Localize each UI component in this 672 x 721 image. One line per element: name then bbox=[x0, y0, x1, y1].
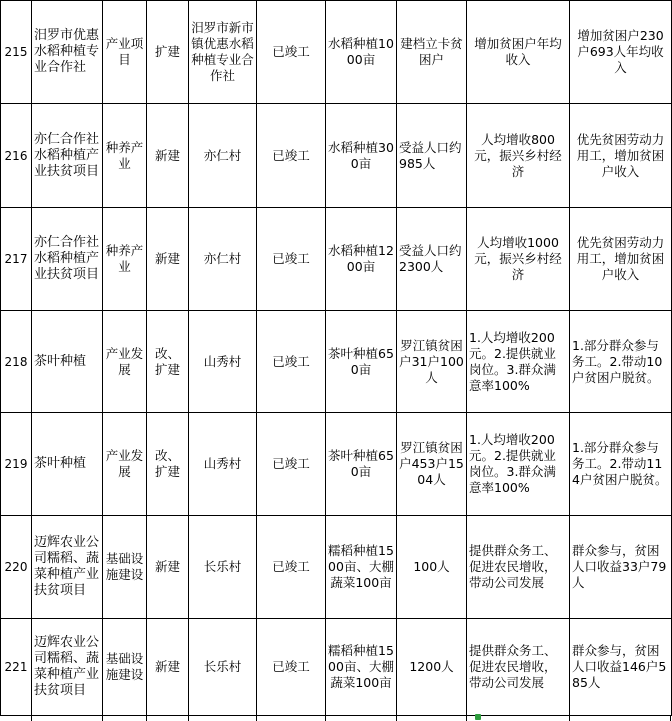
beneficiary-target: 罗江镇贫困户453户1504人 bbox=[397, 413, 467, 516]
construction-nature: 新建 bbox=[147, 516, 189, 619]
project-type: 产业项目 bbox=[103, 1, 147, 104]
project-status: 已竣工 bbox=[257, 619, 326, 716]
project-name: 亦仁合作社水稻种植产业扶贫项目 bbox=[32, 208, 103, 311]
benefit-mechanism: 群众参与，贫困人口收益33户79人 bbox=[570, 516, 672, 619]
benefit-mechanism: 群众参与，贫困人口收益146户585人 bbox=[570, 619, 672, 716]
project-location: 汨罗市新市镇优惠水稻种植专业合作社 bbox=[189, 1, 257, 104]
beneficiary-target: 受益人口约2300人 bbox=[397, 208, 467, 311]
table-row bbox=[1, 619, 672, 716]
construction-nature: 扩建 bbox=[147, 1, 189, 104]
cell-marker-icon bbox=[475, 714, 481, 720]
table-row bbox=[1, 1, 672, 104]
table-row bbox=[1, 413, 672, 516]
row-number: 216 bbox=[1, 104, 32, 208]
table-row bbox=[1, 311, 672, 413]
construction-nature: 改、扩建 bbox=[147, 311, 189, 413]
project-status: 已竣工 bbox=[257, 104, 326, 208]
project-status: 已竣工 bbox=[257, 311, 326, 413]
project-status: 已竣工 bbox=[257, 516, 326, 619]
table-row bbox=[1, 104, 672, 208]
benefit-mechanism: 增加贫困户230户693人年均收入 bbox=[570, 1, 672, 104]
project-location: 亦仁村 bbox=[189, 104, 257, 208]
expected-benefit: 增加贫困户年均收入 bbox=[467, 1, 570, 104]
project-type: 基础设施建设 bbox=[103, 619, 147, 716]
project-name: 茶叶种植 bbox=[32, 413, 103, 516]
expected-benefit: 提供群众务工、促进农民增收，带动公司发展 bbox=[467, 619, 570, 716]
table-row bbox=[1, 516, 672, 619]
row-number: 220 bbox=[1, 516, 32, 619]
benefit-mechanism: 优先贫困劳动力用工，增加贫困户收入 bbox=[570, 104, 672, 208]
benefit-mechanism: 1.部分群众参与务工。2.带动10户贫困户脱贫。 bbox=[570, 311, 672, 413]
construction-scale: 水稻种植1000亩 bbox=[326, 1, 397, 104]
construction-scale: 茶叶种植650亩 bbox=[326, 413, 397, 516]
construction-nature: 新建 bbox=[147, 208, 189, 311]
construction-nature: 新建 bbox=[147, 104, 189, 208]
expected-benefit: 提供群众务工、促进农民增收，带动公司发展 bbox=[467, 516, 570, 619]
project-location: 山秀村 bbox=[189, 311, 257, 413]
beneficiary-target: 受益人口约985人 bbox=[397, 104, 467, 208]
expected-benefit: 人均增收1000元，振兴乡村经济 bbox=[467, 208, 570, 311]
project-location: 山秀村 bbox=[189, 413, 257, 516]
project-type: 产业发展 bbox=[103, 413, 147, 516]
beneficiary-target: 1200人 bbox=[397, 619, 467, 716]
benefit-mechanism: 优先贫困劳动力用工，增加贫困户收入 bbox=[570, 208, 672, 311]
expected-benefit: 1.人均增收200元。2.提供就业岗位。3.群众满意率100% bbox=[467, 413, 570, 516]
row-number: 221 bbox=[1, 619, 32, 716]
project-type: 产业发展 bbox=[103, 311, 147, 413]
project-status: 已竣工 bbox=[257, 208, 326, 311]
project-status: 已竣工 bbox=[257, 1, 326, 104]
expected-benefit: 1.人均增收200元。2.提供就业岗位。3.群众满意率100% bbox=[467, 311, 570, 413]
construction-scale: 水稻种植1200亩 bbox=[326, 208, 397, 311]
construction-scale: 糯稻种植1500亩、大棚蔬菜100亩 bbox=[326, 516, 397, 619]
project-name: 茶叶种植 bbox=[32, 311, 103, 413]
table-row bbox=[1, 208, 672, 311]
project-name: 迈辉农业公司糯稻、蔬菜种植产业扶贫项目 bbox=[32, 516, 103, 619]
construction-nature: 改、扩建 bbox=[147, 413, 189, 516]
row-number: 215 bbox=[1, 1, 32, 104]
construction-scale: 水稻种植300亩 bbox=[326, 104, 397, 208]
next-row-strip bbox=[0, 715, 671, 721]
project-name: 亦仁合作社水稻种植产业扶贫项目 bbox=[32, 104, 103, 208]
project-type: 基础设施建设 bbox=[103, 516, 147, 619]
project-location: 长乐村 bbox=[189, 619, 257, 716]
expected-benefit: 人均增收800元，振兴乡村经济 bbox=[467, 104, 570, 208]
construction-scale: 茶叶种植650亩 bbox=[326, 311, 397, 413]
beneficiary-target: 100人 bbox=[397, 516, 467, 619]
row-number: 219 bbox=[1, 413, 32, 516]
project-location: 长乐村 bbox=[189, 516, 257, 619]
row-number: 218 bbox=[1, 311, 32, 413]
project-type: 种养产业 bbox=[103, 208, 147, 311]
beneficiary-target: 罗江镇贫困户31户100人 bbox=[397, 311, 467, 413]
project-type: 种养产业 bbox=[103, 104, 147, 208]
row-number: 217 bbox=[1, 208, 32, 311]
benefit-mechanism: 1.部分群众参与务工。2.带动114户贫困户脱贫。 bbox=[570, 413, 672, 516]
construction-scale: 糯稻种植1500亩、大棚蔬菜100亩 bbox=[326, 619, 397, 716]
project-name: 迈辉农业公司糯稻、蔬菜种植产业扶贫项目 bbox=[32, 619, 103, 716]
project-status: 已竣工 bbox=[257, 413, 326, 516]
construction-nature: 新建 bbox=[147, 619, 189, 716]
project-name: 汨罗市优惠水稻种植专业合作社 bbox=[32, 1, 103, 104]
project-location: 亦仁村 bbox=[189, 208, 257, 311]
beneficiary-target: 建档立卡贫困户 bbox=[397, 1, 467, 104]
